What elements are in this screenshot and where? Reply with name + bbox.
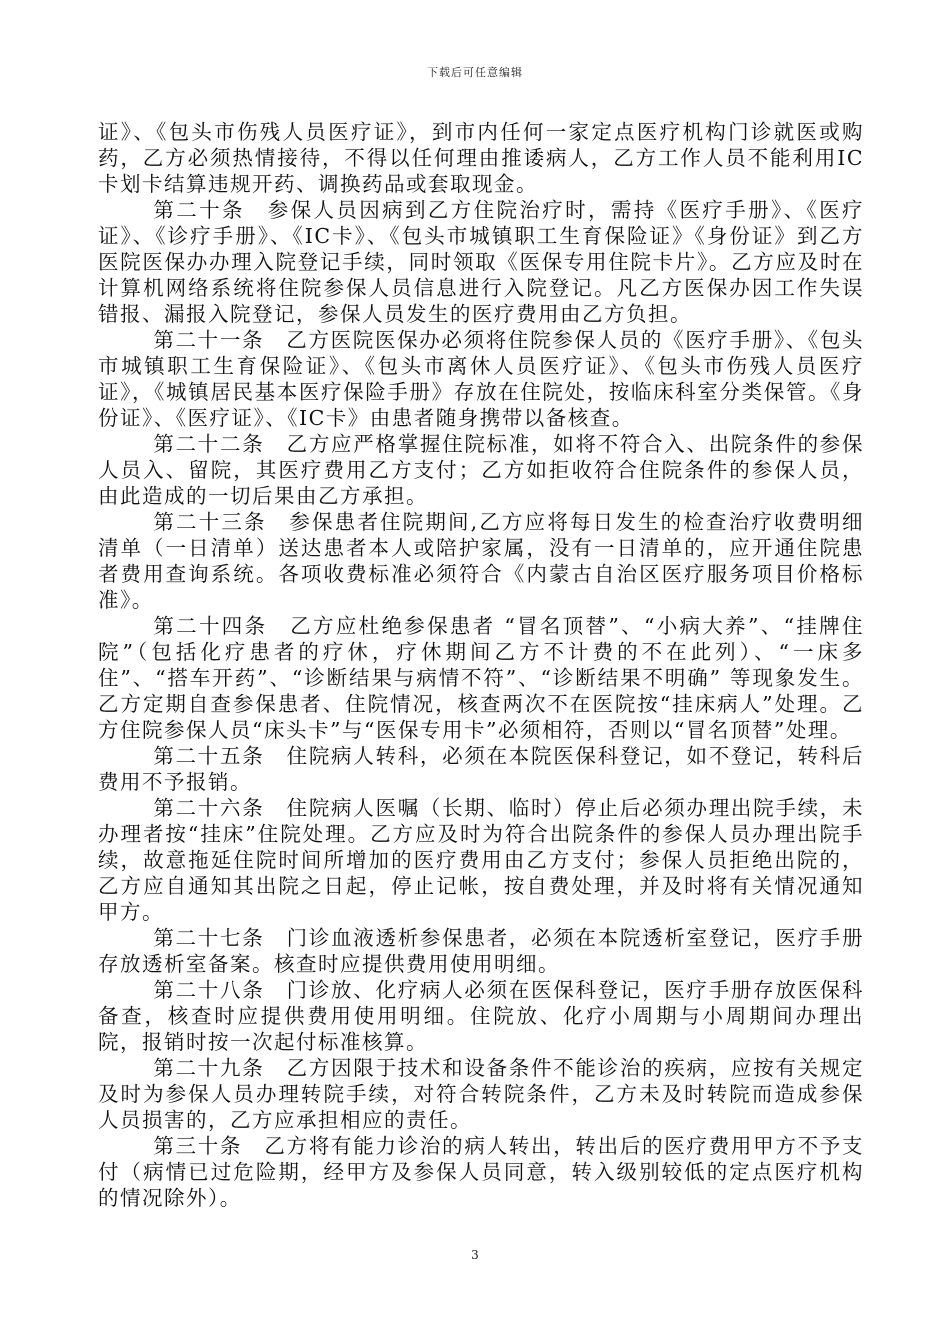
article-27: 第二十七条 门诊血液透析参保患者，必须在本院透析室登记，医疗手册存放透析室备案。核查时应提供费用使用明细。 [98,926,864,976]
article-20: 第二十条 参保人员因病到乙方住院治疗时，需持《医疗手册》、《医疗证》、《诊疗手册》、《IC卡》、《包头市城镇职工生育保险证》《身份证》到乙方医院医保办办理入院登记手续，同时领取《医保专用住院卡片》。乙方应及时在计算机网络系统将住院参保人员信息进行入院登记。凡乙方医保办因工作失误错报、漏报入院登记，参保人员发生的医疗费用由乙方负担。 [98,198,864,326]
article-29: 第二十九条 乙方因限于技术和设备条件不能诊治的疾病，应按有关规定及时为参保人员办理转院手续，对符合转院条件，乙方未及时转院而造成参保人员损害的，乙方应承担相应的责任。 [98,1056,864,1132]
article-28: 第二十八条 门诊放、化疗病人必须在医保科登记，医疗手册存放医保科备查，核查时应提供费用使用明细。住院放、化疗小周期与小周期间办理出院，报销时按一次起付标准核算。 [98,978,864,1054]
article-21: 第二十一条 乙方医院医保办必须将住院参保人员的《医疗手册》、《包头市城镇职工生育保险证》、《包头市离休人员医疗证》、《包头市伤残人员医疗证》，《城镇居民基本医疗保险手册》存放在住院处，按临床科室分类保管。《身份证》、《医疗证》、《IC卡》由患者随身携带以备核查。 [98,328,864,430]
article-24: 第二十四条 乙方应杜绝参保患者 “冒名顶替”、“小病大养”、“挂牌住院”（包括化疗患者的疗休，疗休期间乙方不计费的不在此列）、“一床多住”、“搭车开药”、“诊断结果与病情不符”、“诊断结果不明确” 等现象发生。乙方定期自查参保患者、住院情况，核查两次不在医院按“挂床病人”处理。乙方住院参保人员“床头卡”与“医保专用卡”必须相符，否则以“冒名顶替”处理。 [98,614,864,742]
article-26: 第二十六条 住院病人医嘱（长期、临时）停止后必须办理出院手续，未办理者按“挂床”住院处理。乙方应及时为符合出院条件的参保人员办理出院手续，故意拖延住院时间所增加的医疗费用由乙方支付；参保人员拒绝出院的，乙方应自通知其出院之日起，停止记帐，按自费处理，并及时将有关情况通知甲方。 [98,796,864,924]
article-30: 第三十条 乙方将有能力诊治的病人转出，转出后的医疗费用甲方不予支付（病情已过危险期，经甲方及参保人员同意，转入级别较低的定点医疗机构的情况除外）。 [98,1134,864,1210]
article-23: 第二十三条 参保患者住院期间,乙方应将每日发生的检查治疗收费明细清单（一日清单）送达患者本人或陪护家属，没有一日清单的，应开通住院患者费用查询系统。各项收费标准必须符合《内蒙古自治区医疗服务项目价格标准》。 [98,510,864,612]
page-number: 3 [471,1248,479,1262]
article-22: 第二十二条 乙方应严格掌握住院标准，如将不符合入、出院条件的参保人员入、留院，其医疗费用乙方支付；乙方如拒收符合住院条件的参保人员，由此造成的一切后果由乙方承担。 [98,432,864,508]
article-25: 第二十五条 住院病人转科，必须在本院医保科登记，如不登记，转科后费用不予报销。 [98,744,864,794]
page-header-note: 下载后可任意编辑 [427,66,523,79]
paragraph-continuation: 证》、《包头市伤残人员医疗证》，到市内任何一家定点医疗机构门诊就医或购药，乙方必须热情接待，不得以任何理由推诿病人，乙方工作人员不能利用IC卡划卡结算违规开药、调换药品或套取现金。 [98,120,864,196]
document-body [98,119,864,1211]
